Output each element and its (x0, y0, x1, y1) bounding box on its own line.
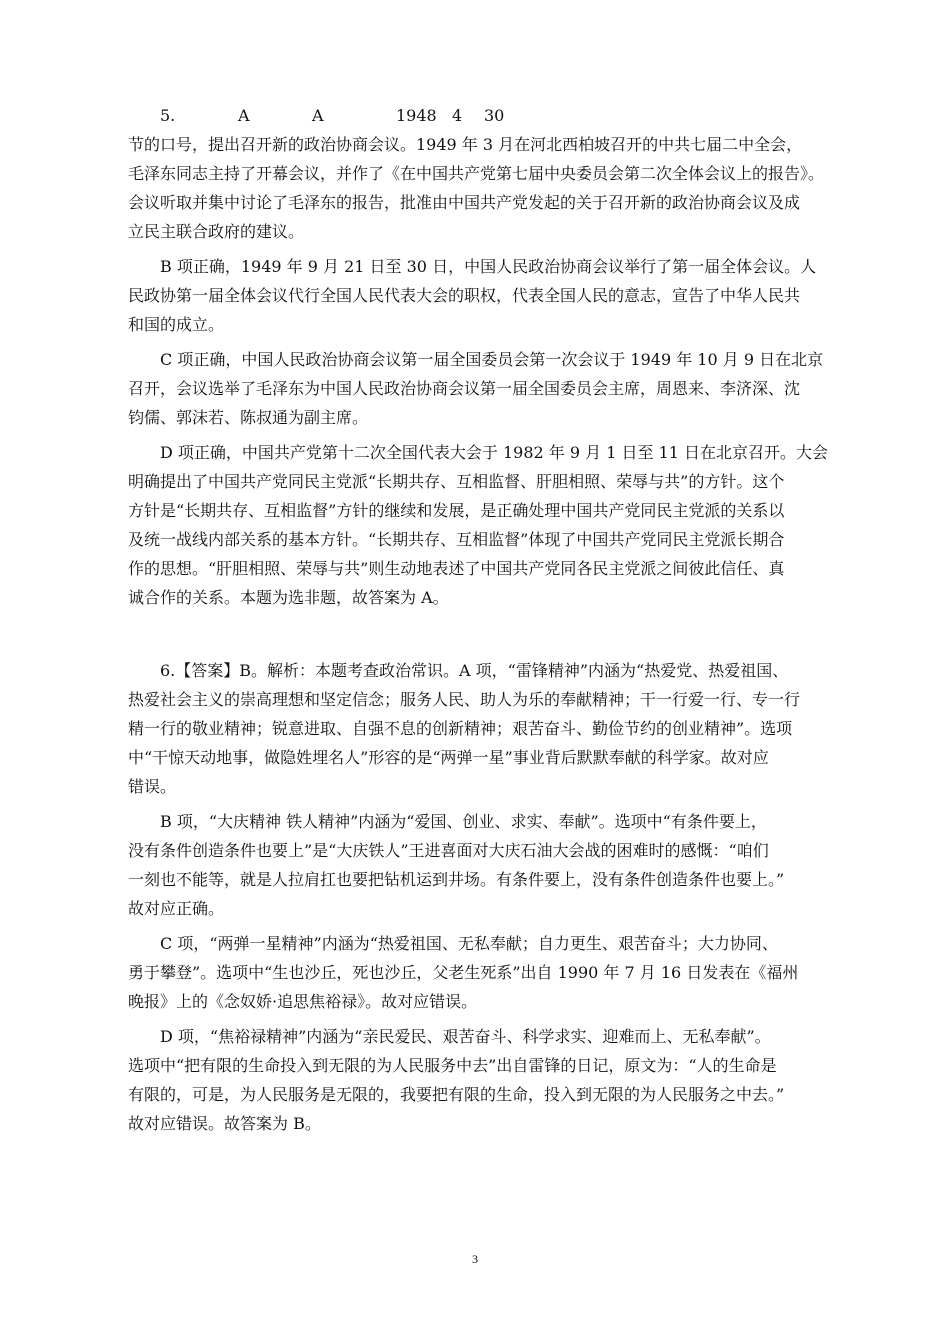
q5-token-a1: A (238, 106, 250, 125)
q6-paragraph-c (128, 929, 828, 1016)
q5-token-day: 30 (484, 106, 505, 125)
text-line: 钧儒、郭沫若、陈叔通为副主席。 (128, 408, 369, 427)
text-line: B 项，“大庆精神 铁人精神”内涵为“爱国、创业、求实、奉献”。选项中“有条件要上， (160, 812, 767, 831)
text-line: 有限的，可是，为人民服务是无限的，我要把有限的生命，投入到无限的为人民服务之中去。” (128, 1085, 785, 1104)
text-line: 选项中“把有限的生命投入到无限的为人民服务中去”出自雷锋的日记，原文为：“人的生命是 (128, 1056, 777, 1075)
text-line: C 项正确，中国人民政治协商会议第一届全国委员会第一次会议于 1949 年 10 月 9 日在北京 (160, 350, 824, 369)
text-line: 精一行的敬业精神；锐意进取、自强不息的创新精神；艰苦奋斗、勤俭节约的创业精神”。选项 (128, 719, 793, 738)
text-line: 热爱社会主义的崇高理想和坚定信念；服务人民、助人为乐的奉献精神；干一行爱一行、专一行 (128, 690, 801, 709)
q6-paragraph-d (128, 1022, 828, 1138)
text-line: 立民主联合政府的建议。 (128, 222, 305, 241)
text-line: 会议听取并集中讨论了毛泽东的报告，批准由中国共产党发起的关于召开新的政治协商会议及成 (128, 193, 801, 212)
q5-token-year: 1948 (396, 106, 437, 125)
q5-paragraph-1 (128, 130, 828, 246)
text-line: 和国的成立。 (128, 315, 225, 334)
q5-token-a2: A (312, 106, 324, 125)
text-line: C 项，“两弹一星精神”内涵为“热爱祖国、无私奉献；自力更生、艰苦奋斗；大力协同、 (160, 934, 778, 953)
text-line: 明确提出了中国共产党同民主党派“长期共存、互相监督、肝胆相照、荣辱与共”的方针。这个 (128, 472, 785, 491)
text-line: 诚合作的关系。本题为选非题，故答案为 A。 (128, 588, 449, 607)
text-line: B 项正确，1949 年 9 月 21 日至 30 日，中国人民政治协商会议举行了第一届全体会议。人 (160, 257, 817, 276)
q6-paragraph-a (128, 656, 828, 801)
text-line: D 项正确，中国共产党第十二次全国代表大会于 1982 年 9 月 1 日至 11 日在北京召开。大会 (160, 443, 828, 462)
text-line: 作的思想。“肝胆相照、荣辱与共”则生动地表述了中国共产党同各民主党派之间彼此信任、真 (128, 559, 785, 578)
answer-explanations (128, 101, 828, 1138)
q5-paragraph-d (128, 438, 828, 612)
text-line: 勇于攀登”。选项中“生也沙丘，死也沙丘，父老生死系”出自 1990 年 7 月 16 日发表在《福州 (128, 963, 799, 982)
text-line: 毛泽东同志主持了开幕会议，并作了《在中国共产党第七届中央委员会第二次全体会议上的报告》。 (128, 164, 825, 183)
q5-number: 5. (160, 106, 176, 125)
text-line: 故对应错误。故答案为 B。 (128, 1114, 321, 1133)
text-line: 晚报》上的《念奴娇·追思焦裕禄》。故对应错误。 (128, 992, 478, 1011)
q5-paragraph-c (128, 345, 828, 432)
text-line: 故对应正确。 (128, 899, 225, 918)
text-line: D 项，“焦裕禄精神”内涵为“亲民爱民、艰苦奋斗、科学求实、迎难而上、无私奉献”。 (160, 1027, 771, 1046)
text-line: 没有条件创造条件也要上”是“大庆铁人”王进喜面对大庆石油大会战的困难时的感慨：“咱们 (128, 841, 769, 860)
text-line: 一刻也不能等，就是人拉肩扛也要把钻机运到井场。有条件要上，没有条件创造条件也要上。” (128, 870, 785, 889)
q5-paragraph-b (128, 252, 828, 339)
q6-paragraph-b (128, 807, 828, 923)
text-line: 召开，会议选举了毛泽东为中国人民政治协商会议第一届全国委员会主席，周恩来、李济深、沈 (128, 379, 801, 398)
text-line: 节的口号，提出召开新的政治协商会议。1949 年 3 月在河北西柏坡召开的中共七届二中全会， (128, 135, 803, 154)
text-line: 6.【答案】B。解析：本题考查政治常识。A 项，“雷锋精神”内涵为“热爱党、热爱祖国、 (160, 661, 789, 680)
text-line: 民政协第一届全体会议代行全国人民代表大会的职权，代表全国人民的意志，宣告了中华人民共 (128, 286, 801, 305)
text-line: 方针是“长期共存、互相监督”方针的继续和发展，是正确处理中国共产党同民主党派的关系以 (128, 501, 785, 520)
text-line: 及统一战线内部关系的基本方针。“长期共存、互相监督”体现了中国共产党同民主党派长期合 (128, 530, 785, 549)
q5-header-line (128, 101, 828, 130)
page-number: 3 (472, 1252, 478, 1266)
text-line: 中“干惊天动地事，做隐姓埋名人”形容的是“两弹一星”事业背后默默奉献的科学家。故对应 (128, 748, 769, 767)
q5-token-month: 4 (452, 106, 463, 125)
text-line: 错误。 (128, 777, 177, 796)
